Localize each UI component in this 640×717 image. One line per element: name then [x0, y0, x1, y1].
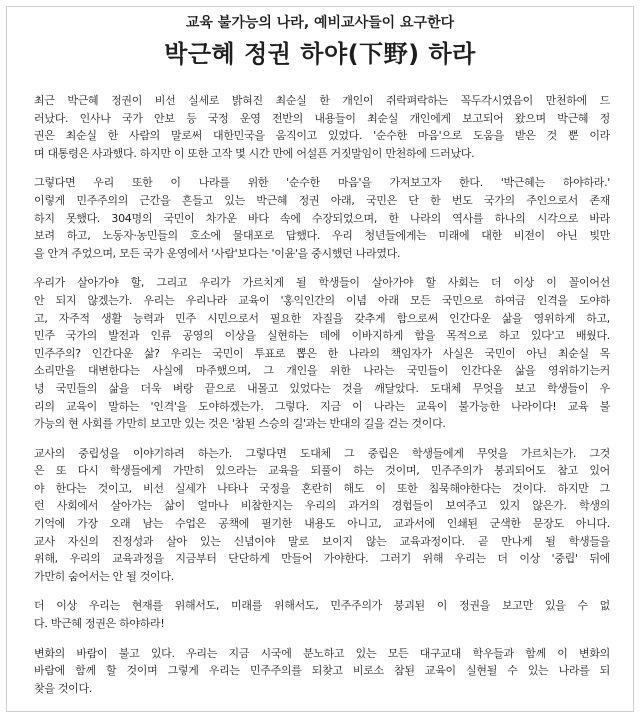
- paragraph-line: 하지 못했다. 304명의 국민이 차가운 바다 속에 수장되었으며, 한 나라의 역사를 하나의 시각으로 바라: [34, 211, 610, 225]
- paragraph-line: 보려 하고, 노동자·농민들의 호소에 물대포로 답했다. 우리 청년들에게는 미래에 대한 비전이 아닌 빚만: [34, 229, 610, 243]
- paragraph-line: 최근 박근혜 정권이 비선 실세로 밝혀진 최순실 한 개인이 쥐락펴락하는 꼭두각시였음이 만천하에 드: [34, 94, 610, 107]
- paragraph-line: 바람에 함께 할 것이며 그렇게 우리는 민주주의를 되찾고 비로소 참된 교육이 실현될 수 있는 나라를 되: [34, 664, 610, 678]
- document-title: 박근혜 정권 하야(下野) 하라: [164, 40, 476, 68]
- paragraph-line: 이렇게 민주주의의 근간을 흔들고 있는 박근혜 정권 아래, 국민은 단 한 번도 국가의 주인으로서 존재: [34, 193, 610, 207]
- paragraph-line: 을 안겨 주었으며, 모든 국가 운영에서 '사람'보다는 '이윤'을 중시했던 나라였다.: [34, 246, 401, 260]
- paragraph: [34, 445, 610, 586]
- paragraph-line: 민주 국가의 발전과 인류 공영의 이상을 실현하는 데에 이바지하게 함을 목적으로 하고 있다'고 배웠다.: [34, 329, 610, 343]
- document-subtitle: 교육 불가능의 나라, 예비교사들이 요구한다: [185, 15, 455, 31]
- paragraph-line: 다. 박근혜 정권은 하야하라!: [34, 617, 165, 631]
- paragraph-line: 찾을 것이다.: [34, 681, 93, 695]
- paragraph-line: 교사의 중립성을 이야기하려 하는가. 그렇다면 도대체 그 중립은 학생들에게 무엇을 가르치는가. 그것: [34, 446, 610, 460]
- paragraph-gap: [34, 162, 610, 174]
- paragraph-gap: [34, 633, 610, 645]
- paragraph: [34, 274, 610, 432]
- paragraph-line: 더 이상 우리는 현재를 위해서도, 미래를 위해서도, 민주주의가 붕괴된 이 정권을 보고만 있을 수 없: [34, 599, 610, 613]
- paragraph-line: 변화의 바람이 불고 있다. 우리는 지금 시국에 분노하고 있는 모든 대구교대 학우들과 함께 이 변화의: [34, 646, 610, 660]
- paragraph-line: 고, 자주적 생활 능력과 민주 시민으로서 필요한 자질을 갖추게 함으로써 인간다운 삶을 영위하게 하고,: [34, 311, 610, 325]
- paragraph-line: 그렇다면 우리 또한 이 나라를 위한 '순수한 마음'을 가져보고자 한다. '박근혜는 하야하라.': [34, 176, 610, 190]
- paragraph-line: 녕 국민들의 삶을 더욱 벼랑 끝으로 내몰고 있었다는 것을 깨달았다. 도대체 무엇을 보고 학생들이 우: [34, 381, 610, 395]
- paragraph: [34, 92, 610, 162]
- paragraph-line: 위해, 우리의 교육과정을 지금부터 단단하게 만들어 가야한다. 그러기 위해 우리는 더 이상 '중립' 뒤에: [34, 552, 610, 566]
- paragraph-line: 며 대통령은 사과했다. 하지만 이 또한 고작 몇 시간 만에 어설픈 거짓말임이 만천하에 드러났다.: [34, 146, 475, 160]
- paragraph: [34, 645, 610, 698]
- paragraph-line: 안 되지 않겠는가. 우리는 우리나라 교육이 '홍익인간의 이념 아래 모든 국민으로 하여금 인격을 도야하: [34, 293, 610, 307]
- paragraph-line: 러났다. 인사나 국가 안보 등 국정 운영 전반의 내용들이 최순실 개인에게 보고되어 왔으며 박근혜 정: [34, 111, 610, 125]
- paragraph-gap: [34, 262, 610, 274]
- paragraph-gap: [34, 585, 610, 597]
- paragraph-line: 민주주의? 인간다운 삶? 우리는 국민이 투표로 뽑은 한 나라의 책임자가 사실은 국민이 아닌 최순실 목: [34, 346, 610, 360]
- paragraph-line: 리의 교육이 말하는 '인격'을 도야하겠는가. 그렇다. 지금 이 나라는 교육이 불가능한 나라이다! 교육 불: [34, 399, 610, 413]
- paragraph-line: 야 한다는 것이고, 비선 실세가 나타나 국정을 혼란히 해도 이 또한 침묵해야한다는 것이다. 하지만 그: [34, 481, 610, 495]
- paragraph-line: 기억에 가장 오래 남는 수업은 공책에 필기한 내용도 아니고, 교과서에 인쇄된 군색한 문장도 아니다.: [34, 517, 610, 531]
- paragraph-line: 교사 자신의 진정성과 살아 있는 신념이야 말로 보이지 않는 교육과정이다. 곧 만나게 될 학생들을: [34, 534, 610, 548]
- paragraph: [34, 597, 610, 632]
- paragraph-line: 우리가 살아가야 할, 그리고 우리가 가르치게 될 학생들이 살아가야 할 사회는 더 이상 이 꼴이어선: [34, 276, 610, 290]
- paragraph-line: 은 또 다시 학생들에게 가만히 있으라는 교육을 되풀이 하는 것이며, 민주주의가 붕괴되어도 참고 있어: [34, 464, 610, 478]
- paragraph-line: 가능의 현 사회를 가만히 보고만 있는 것은 '참된 스승의 길'과는 반대의 길을 걷는 것이다.: [34, 417, 446, 431]
- document-body: [34, 92, 610, 697]
- paragraph-line: 런 사회에서 살아가는 삶이 얼마나 비참한지는 우리의 과거의 경험들이 보여주고 있지 않은가. 학생의: [34, 499, 610, 513]
- paragraph-gap: [34, 433, 610, 445]
- paragraph-line: 소리만을 대변한다는 사실에 마주했으며, 그 개인을 위한 나라는 국민들이 인간다운 삶을 영위하기는커: [34, 364, 610, 378]
- paragraph-line: 권은 최순실 한 사람의 말로써 대한민국을 움직이고 있었다. '순수한 마음'으로 도움을 받은 것 뿐 이라: [34, 129, 610, 143]
- paragraph: [34, 174, 610, 262]
- paragraph-line: 가만히 숨어서는 안 될 것이다.: [34, 569, 174, 583]
